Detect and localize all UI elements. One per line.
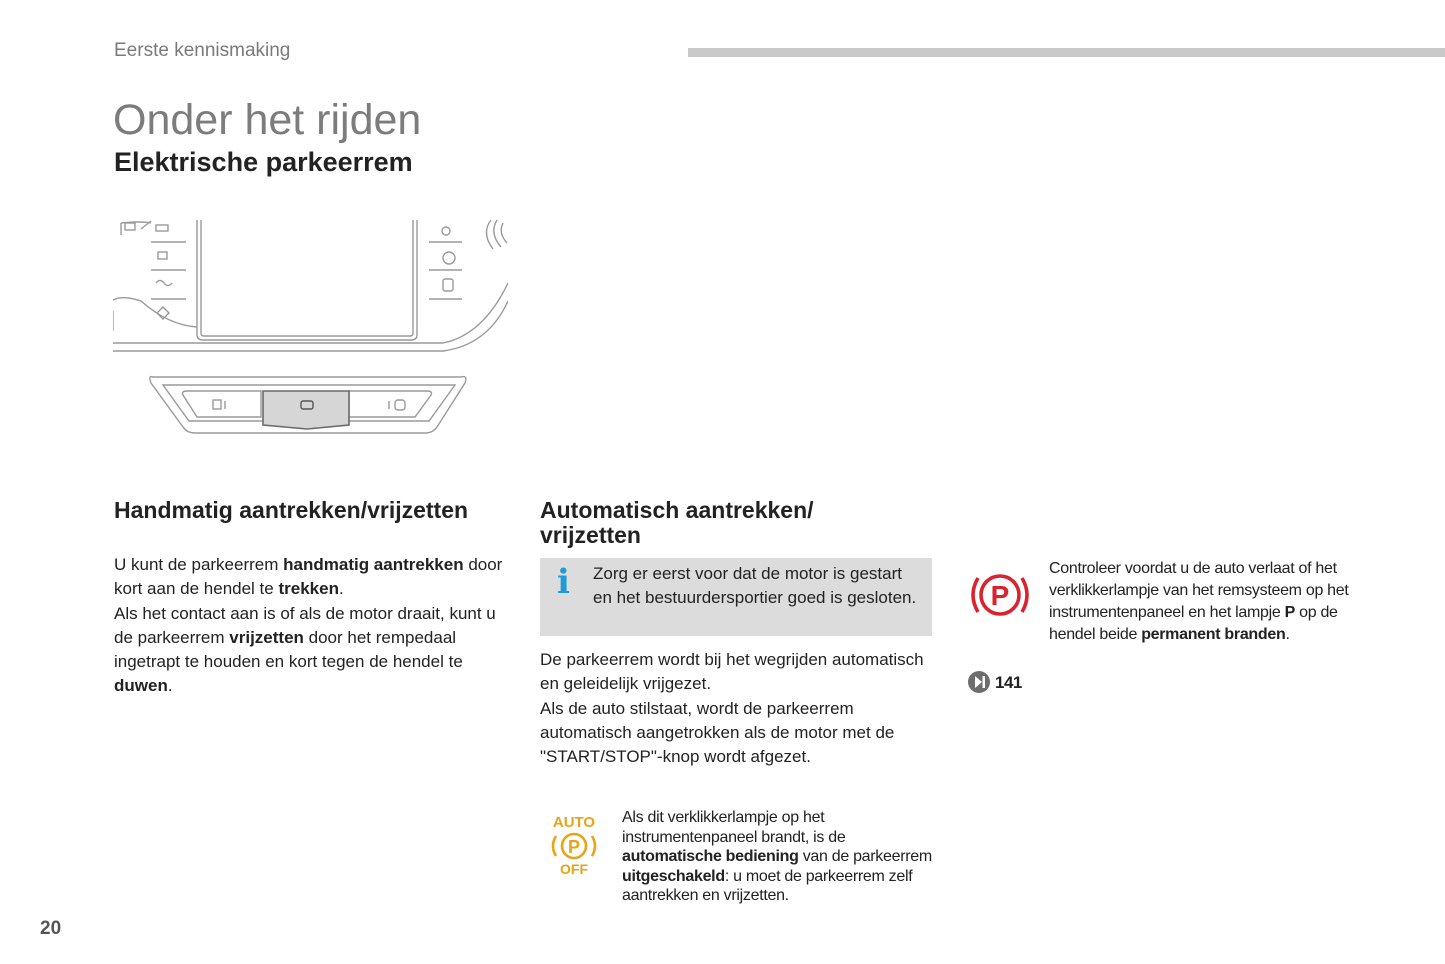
manual-body: U kunt de parkeerrem handmatig aantrekken door kort aan de hendel te trekken. Als het contact aan is of als de motor draait, kunt u de parkeerrem vrijzetten door het rempedaal ingetrapt te houden en kort tegen de hendel te duwen. <box>114 555 503 696</box>
info-text: Zorg er eerst voor dat de motor is gestart en het bestuurdersportier goed is gesloten. <box>593 564 917 608</box>
page-title: Onder het rijden <box>113 96 422 144</box>
automatic-body: De parkeerrem wordt bij het wegrijden automatisch en geleidelijk vrijgezet. Als de auto stilstaat, wordt de parkeerrem automatisch aangetrokken als de motor met de "START/STOP"-knop wordt afgezet. <box>540 650 924 767</box>
manual-heading: Handmatig aantrekken/vrijzetten <box>114 497 469 523</box>
page-subtitle: Elektrische parkeerrem <box>114 147 413 177</box>
page-reference-number[interactable]: 141 <box>995 673 1022 692</box>
info-icon: i <box>557 562 570 602</box>
svg-text:AUTO: AUTO <box>552 814 596 831</box>
svg-text:P: P <box>567 837 581 857</box>
section-label: Eerste kennismaking <box>114 40 291 61</box>
svg-text:P: P <box>990 580 1010 611</box>
auto-off-note: Als dit verklikkerlampje op het instrumentenpaneel brandt, is de automatische bediening van de parkeerrem uitgeschakeld: u moet de parkeerrem zelf aantrekken en vrijzetten. <box>622 809 932 905</box>
automatic-heading: Automatisch aantrekken/ vrijzetten <box>540 497 814 548</box>
warning-text: Controleer voordat u de auto verlaat of het verklikkerlampje van het remsysteem op het instrumentenpaneel en het lampje P op de hendel beide permanent branden. <box>1049 560 1349 643</box>
header-bar <box>688 48 1445 57</box>
parking-brake-console-illustration <box>113 215 508 443</box>
brake-warning-icon <box>968 566 1032 624</box>
svg-text:OFF: OFF <box>560 861 588 877</box>
auto-off-parking-icon <box>547 812 601 878</box>
page-number: 20 <box>40 918 62 939</box>
page-reference-icon[interactable] <box>967 670 991 694</box>
